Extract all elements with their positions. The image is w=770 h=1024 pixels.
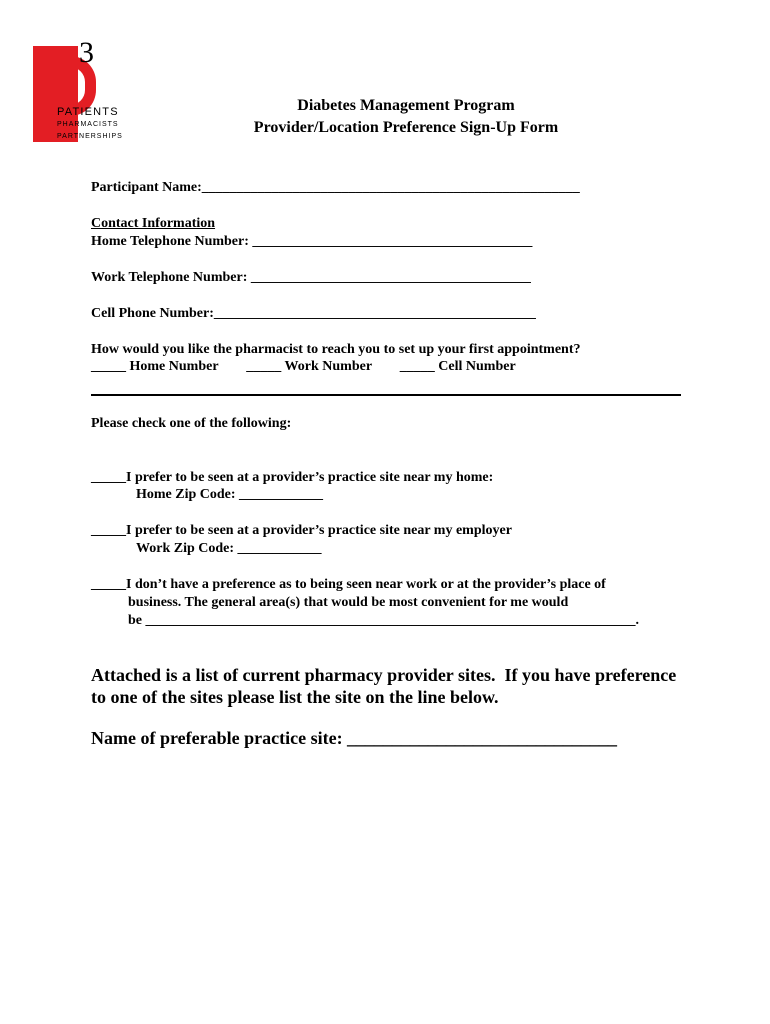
contact-heading: Contact Information bbox=[91, 216, 216, 231]
home-zip-field[interactable]: Home Zip Code: ____________ bbox=[136, 487, 324, 502]
form-title: Diabetes Management Program bbox=[297, 97, 515, 114]
logo-pharmacists: PHARMACISTS bbox=[57, 121, 119, 128]
option-near-employer[interactable]: _____I prefer to be seen at a provider’s practice site near my employer bbox=[91, 523, 512, 538]
check-instruction: Please check one of the following: bbox=[91, 416, 292, 431]
preferred-area-field[interactable]: be ______________________________________________________________________. bbox=[128, 613, 639, 628]
logo-digit: 3 bbox=[79, 36, 94, 69]
home-phone-field[interactable]: Home Telephone Number: ________________________________________ bbox=[91, 234, 533, 249]
participant-name-field[interactable]: Participant Name:______________________________________________________ bbox=[91, 180, 580, 195]
work-phone-field[interactable]: Work Telephone Number: ________________________________________ bbox=[91, 270, 531, 285]
form-subtitle: Provider/Location Preference Sign-Up Form bbox=[253, 119, 559, 136]
logo-patients: PATIENTS bbox=[57, 106, 119, 118]
option-no-preference-cont: business. The general area(s) that would be most convenient for me would bbox=[128, 595, 569, 610]
reach-options[interactable]: _____ Home Number _____ Work Number _____ Cell Number bbox=[91, 359, 516, 374]
attached-note-line2: to one of the sites please list the site on the line below. bbox=[91, 687, 499, 707]
cell-phone-field[interactable]: Cell Phone Number:______________________________________________ bbox=[91, 306, 536, 321]
work-zip-field[interactable]: Work Zip Code: ____________ bbox=[136, 541, 322, 556]
option-no-preference[interactable]: _____I don’t have a preference as to being seen near work or at the provider’s place of bbox=[91, 577, 606, 592]
section-divider bbox=[91, 394, 681, 396]
preferred-site-field[interactable]: Name of preferable practice site: ______________________________ bbox=[91, 728, 618, 748]
option-near-home[interactable]: _____I prefer to be seen at a provider’s practice site near my home: bbox=[91, 470, 494, 485]
logo-partnerships: PARTNERSHIPS bbox=[57, 133, 123, 140]
attached-note-line1: Attached is a list of current pharmacy provider sites. If you have preference bbox=[91, 665, 677, 685]
reach-question: How would you like the pharmacist to reach you to set up your first appointment? bbox=[91, 342, 581, 357]
